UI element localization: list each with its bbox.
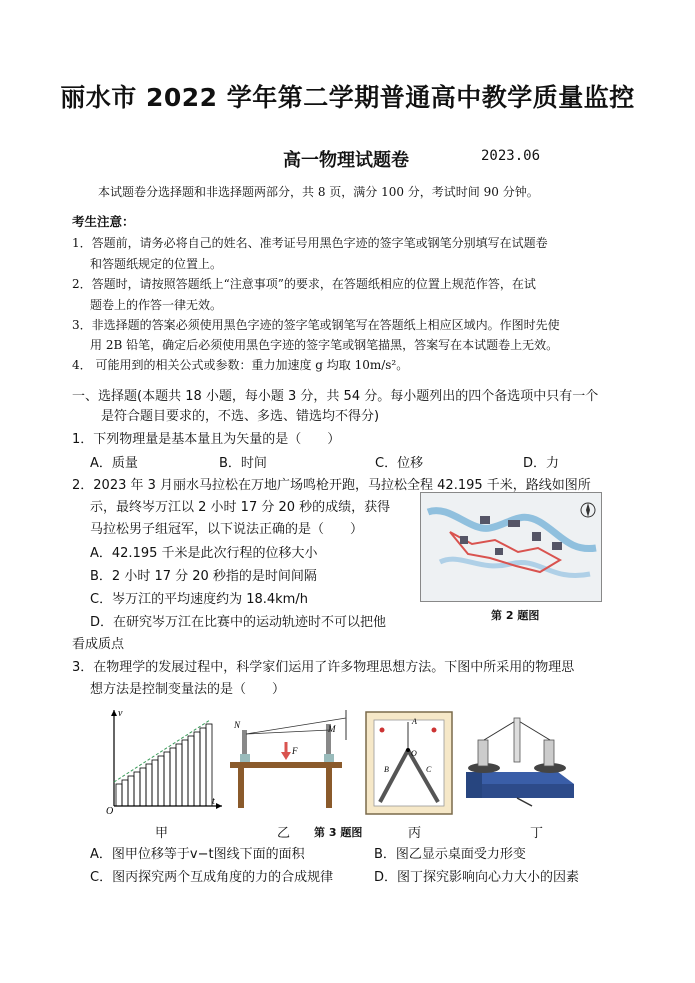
label-o: O: [411, 749, 417, 758]
q2-caption: 第 2 题图: [491, 609, 540, 622]
vt-step-bar: [122, 780, 128, 806]
centripetal-apparatus-figure: [462, 712, 578, 810]
q3-option-c: C．图丙探究两个互成角度的力的合成规律: [90, 870, 334, 885]
vt-step-bar: [170, 748, 176, 806]
table-deformation-figure: [226, 710, 350, 816]
fig-label-bing: 丙: [408, 826, 422, 841]
paper-date: 2023.06: [481, 148, 541, 164]
vt-step-bar: [188, 736, 194, 806]
q2-option-c: C．岑万江的平均速度约为 18.4km/h: [90, 592, 308, 607]
q2-option-a: A．42.195 千米是此次行程的位移大小: [90, 546, 318, 561]
section-heading: 一、选择题(本题共 18 小题，每小题 3 分，共 54 分。每小题列出的四个备选项中只有一个: [72, 389, 599, 404]
vt-step-bar: [134, 772, 140, 806]
q3-option-d: D．图丁探究影响向心力大小的因素: [374, 870, 580, 885]
q3-option-b: B．图乙显示桌面受力形变: [374, 847, 526, 862]
marathon-route-map: [420, 492, 602, 602]
vt-step-bar: [200, 728, 206, 806]
q3-caption: 第 3 题图: [314, 826, 363, 839]
notice-item: 题卷上的作答一律无效。: [90, 298, 223, 312]
vt-step-bar: [206, 724, 212, 806]
vt-step-bar: [182, 740, 188, 806]
vt-step-bar: [152, 760, 158, 806]
vt-step-bar: [176, 744, 182, 806]
vt-step-bar: [128, 776, 134, 806]
notice-item: 2．答题时，请按照答题纸上“注意事项”的要求，在答题纸相应的位置上规范作答，在试: [72, 277, 536, 291]
intro-text: 本试题卷分选择题和非选择题两部分，共 8 页，满分 100 分，考试时间 90 分钟。: [98, 185, 539, 199]
notice-item: 和答题纸规定的位置上。: [90, 257, 223, 271]
q1-option-c: C．位移: [375, 456, 424, 471]
fig-label-ding: 丁: [530, 826, 544, 841]
fig-label-jia: 甲: [155, 826, 169, 841]
q1-option-a: A．质量: [90, 456, 138, 471]
vt-graph-figure: [104, 706, 226, 814]
q2-option-d: D．在研究岑万江在比赛中的运动轨迹时不可以把他: [90, 615, 387, 630]
paper-subtitle: 高一物理试题卷: [283, 150, 409, 171]
origin-label: O: [106, 806, 114, 814]
axis-v-label: v: [118, 708, 123, 719]
label-b: B: [384, 765, 389, 774]
label-c: C: [426, 765, 432, 774]
notice-item: 用 2B 铅笔，确定后必须使用黑色字迹的签字笔或钢笔描黑，答案写在本试题卷上无效。: [90, 338, 559, 352]
notice-item: 1．答题前，请务必将自己的姓名、准考证号用黑色字迹的签字笔或钢笔分别填写在试题卷: [72, 236, 548, 250]
label-m: M: [328, 724, 336, 734]
q3-stem: 想方法是控制变量法的是（ ）: [90, 682, 286, 697]
q2-option-d-cont: 看成质点: [72, 637, 125, 652]
label-a: A: [412, 717, 417, 726]
fig-label-yi: 乙: [277, 826, 291, 841]
vt-step-bar: [194, 732, 200, 806]
vt-step-bar: [146, 764, 152, 806]
vt-step-bar: [158, 756, 164, 806]
vt-step-bar: [140, 768, 146, 806]
q2-option-b: B．2 小时 17 分 20 秒指的是时间间隔: [90, 569, 317, 584]
label-n: N: [234, 720, 241, 730]
q3-option-a: A．图甲位移等于v−t图线下面的面积: [90, 847, 305, 862]
axis-t-label: t: [212, 796, 215, 807]
notice-item: 4． 可能用到的相关公式或参数：重力加速度 g 均取 10m/s²。: [72, 358, 409, 372]
page-title: 丽水市 2022 学年第二学期普通高中教学质量监控: [60, 83, 635, 112]
label-f: F: [292, 746, 298, 756]
q1-option-b: B．时间: [219, 456, 267, 471]
notice-item: 3．非选择题的答案必须使用黑色字迹的签字笔或钢笔写在答题纸上相应区域内。作图时先使: [72, 318, 560, 332]
q1-option-d: D．力: [523, 456, 560, 471]
vt-step-bar: [116, 784, 122, 806]
q2-stem: 示，最终岑万江以 2 小时 17 分 20 秒的成绩，获得: [90, 500, 391, 515]
q1-stem: 1．下列物理量是基本量且为矢量的是（ ）: [72, 432, 341, 447]
q3-stem: 3．在物理学的发展过程中，科学家们运用了许多物理思想方法。下图中所采用的物理思: [72, 660, 575, 675]
section-heading-cont: 是符合题目要求的，不选、多选、错选均不得分): [101, 409, 380, 424]
q2-stem: 2．2023 年 3 月丽水马拉松在万地广场鸣枪开跑，马拉松全程 42.195 千米，路线如图所: [72, 478, 591, 493]
q2-stem: 马拉松男子组冠军，以下说法正确的是（ ）: [90, 522, 364, 537]
force-board-figure: [364, 710, 454, 816]
vt-step-bar: [164, 752, 170, 806]
notice-heading: 考生注意：: [72, 214, 135, 229]
